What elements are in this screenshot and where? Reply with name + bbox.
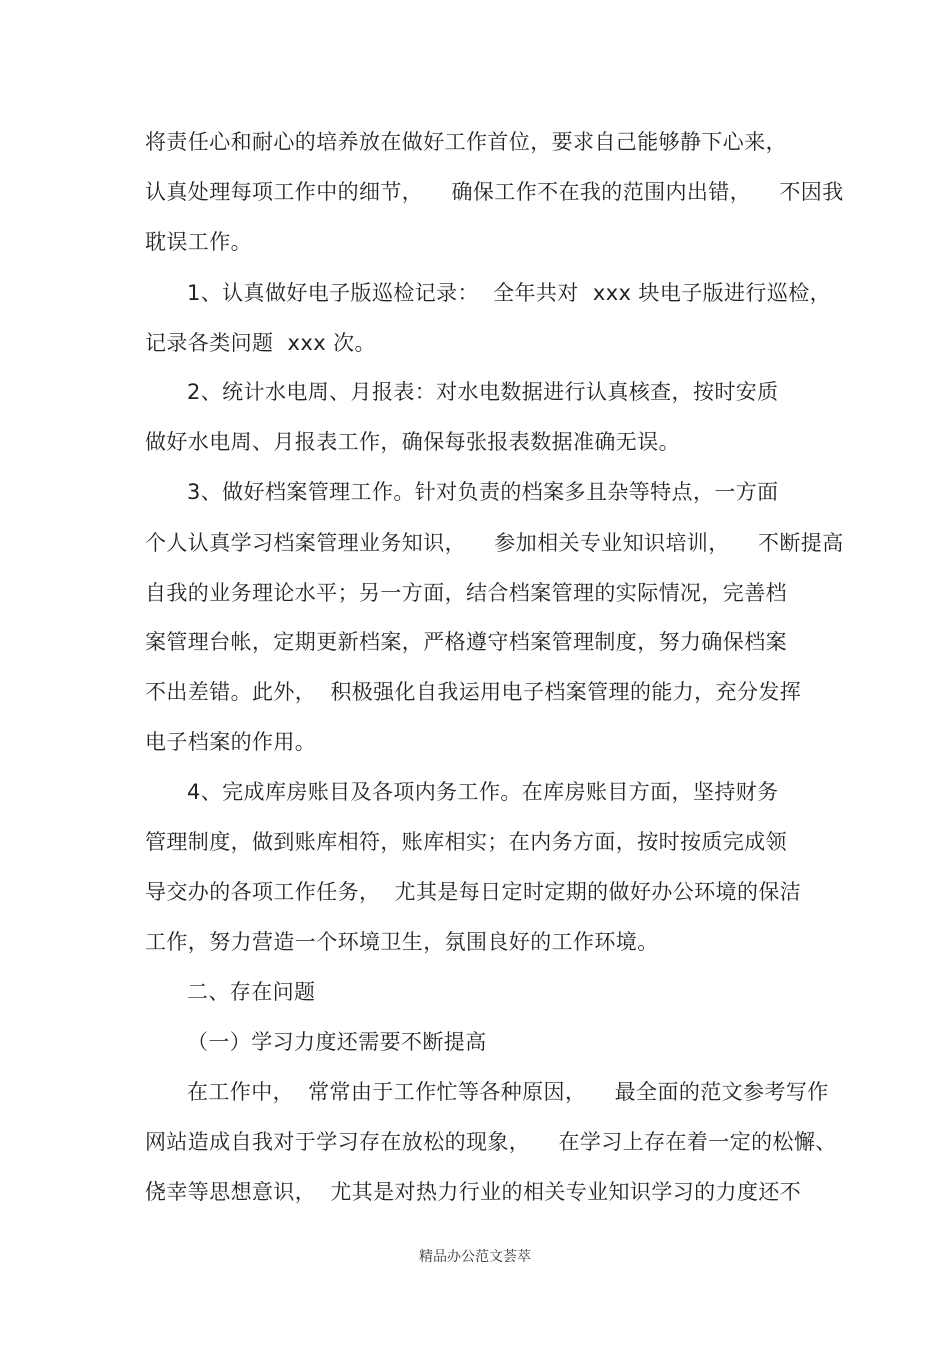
text-line: 在工作中， 常常由于工作忙等各种原因， 最全面的范文参考写作 xyxy=(187,1080,829,1104)
text-line: 2、统计水电周、月报表：对水电数据进行认真核查，按时安质 xyxy=(187,380,779,404)
text-line: 网站造成自我对于学习存在放松的现象， 在学习上存在着一定的松懈、 xyxy=(145,1130,837,1154)
text-line: 4、完成库房账目及各项内务工作。在库房账目方面，坚持财务 xyxy=(187,780,779,804)
text-line: 案管理台帐，定期更新档案，严格遵守档案管理制度，努力确保档案 xyxy=(145,630,787,654)
text-line: 3、做好档案管理工作。针对负责的档案多且杂等特点，一方面 xyxy=(187,480,779,504)
text-line: 个人认真学习档案管理业务知识， 参加相关专业知识培训， 不断提高 xyxy=(145,531,844,555)
subsection-heading: （一）学习力度还需要不断提高 xyxy=(187,1030,487,1054)
text-line: 导交办的各项工作任务， 尤其是每日定时定期的做好办公环境的保洁 xyxy=(145,880,802,904)
text-line: 耽误工作。 xyxy=(145,230,252,254)
text-line: 自我的业务理论水平；另一方面，结合档案管理的实际情况，完善档 xyxy=(145,581,787,605)
text-line: 记录各类问题 xxx 次。 xyxy=(145,331,376,355)
text-line: 做好水电周、月报表工作，确保每张报表数据准确无误。 xyxy=(145,430,680,454)
text-line: 1、认真做好电子版巡检记录： 全年共对 xxx 块电子版进行巡检， xyxy=(187,281,832,305)
text-line: 将责任心和耐心的培养放在做好工作首位，要求自己能够静下心来， xyxy=(145,130,787,154)
text-line: 侥幸等思想意识， 尤其是对热力行业的相关专业知识学习的力度还不 xyxy=(145,1180,802,1204)
text-line: 不出差错。此外， 积极强化自我运用电子档案管理的能力，充分发挥 xyxy=(145,680,802,704)
text-line: 认真处理每项工作中的细节， 确保工作不在我的范围内出错， 不因我 xyxy=(145,180,844,204)
page-footer: 精品办公范文荟萃 xyxy=(419,1249,531,1265)
section-heading: 二、存在问题 xyxy=(187,980,316,1004)
text-line: 管理制度，做到账库相符，账库相实；在内务方面，按时按质完成领 xyxy=(145,830,787,854)
text-line: 电子档案的作用。 xyxy=(145,730,317,754)
text-line: 工作，努力营造一个环境卫生，氛围良好的工作环境。 xyxy=(145,930,659,954)
